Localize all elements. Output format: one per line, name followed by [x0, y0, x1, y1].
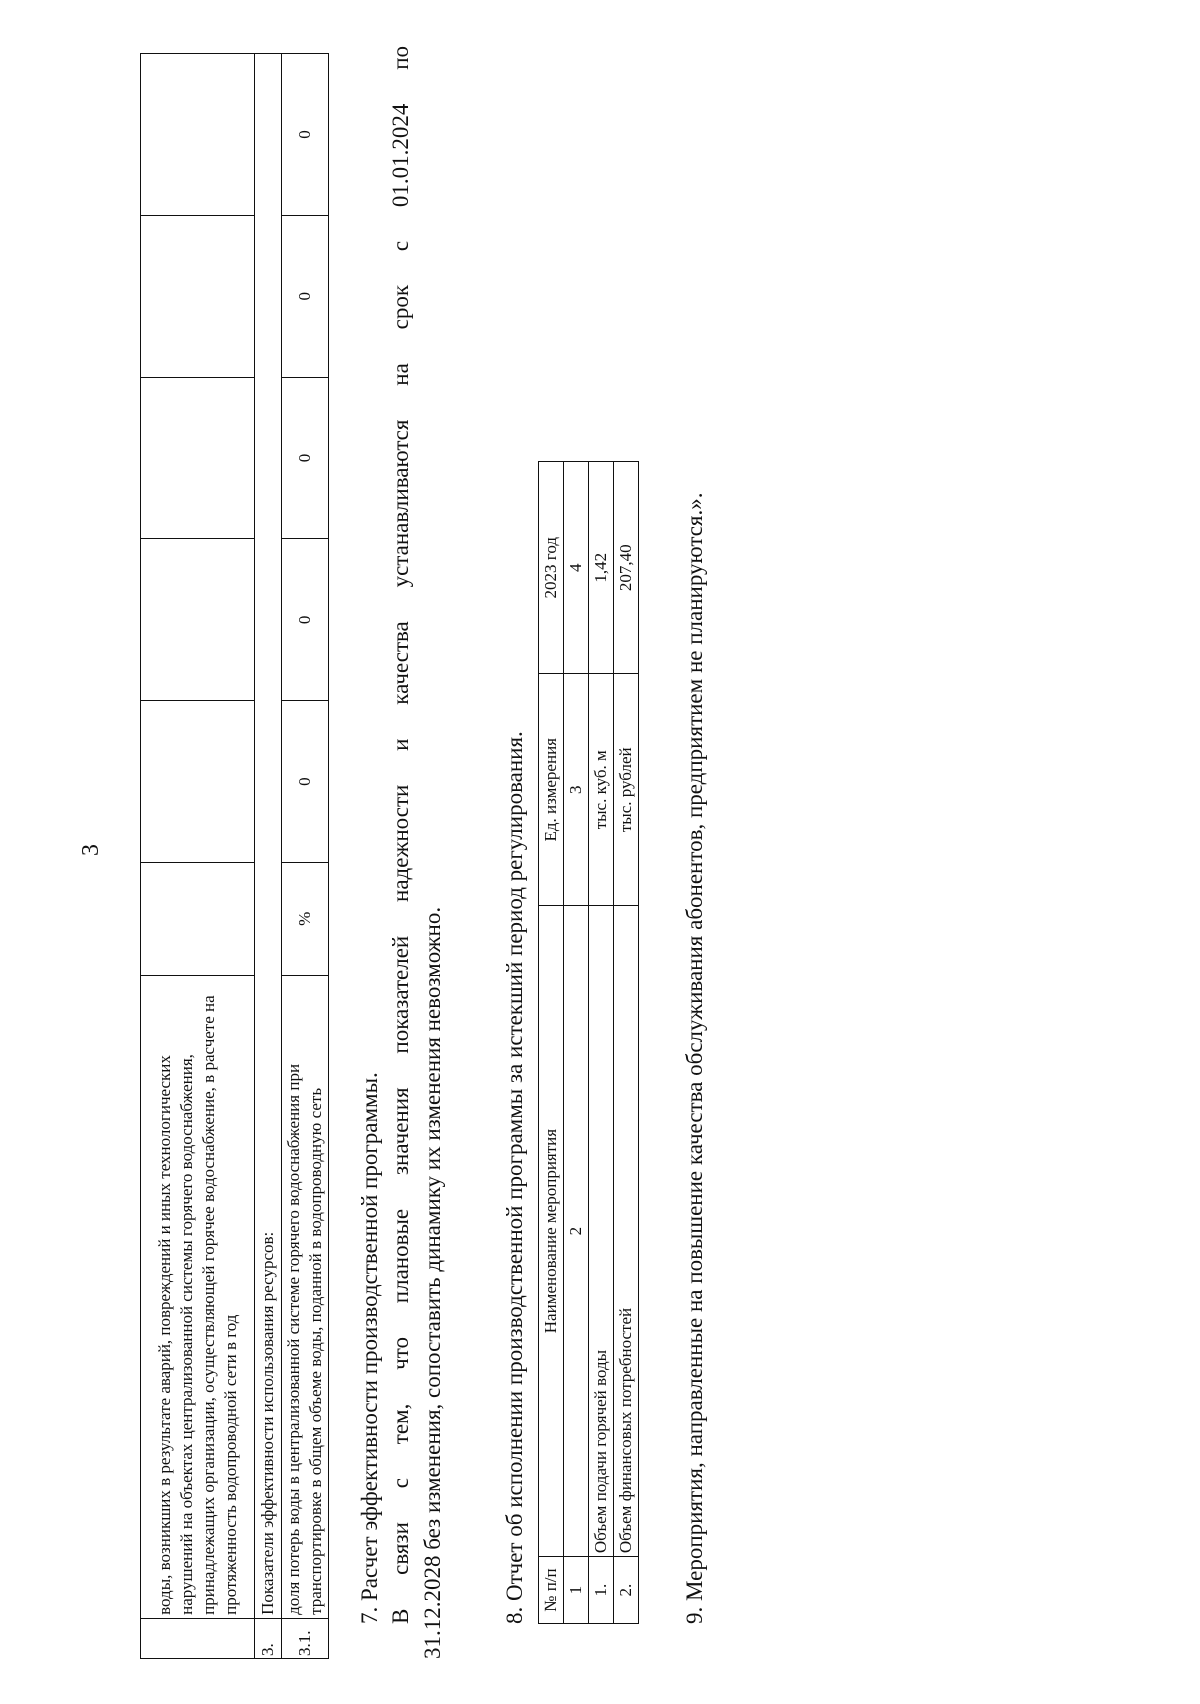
report-table [538, 461, 639, 1624]
unit-cell: % [282, 863, 329, 976]
value-cell: 0 [282, 701, 329, 863]
column-number: 3 [564, 674, 589, 905]
measure-name: Объем финансовых потребностей [614, 905, 639, 1556]
section7-paragraph-line2: 31.12.2028 без изменения, сопоставить динамику их изменения невозможно. [420, 906, 445, 1659]
value-cell: 207,40 [614, 462, 639, 675]
value-cell: 0 [282, 54, 329, 216]
section-heading-cell: Показатели эффективности использования ресурсов: [255, 54, 282, 1619]
column-header: 2023 год [539, 462, 564, 675]
value-cell: 0 [282, 377, 329, 539]
table-row [614, 462, 639, 1624]
measure-name: Объем подачи горячей воды [589, 905, 614, 1556]
row-number: 2. [614, 1557, 639, 1624]
section8-heading: 8. Отчет об исполнении производственной программы за истекший период регулирования. [502, 731, 527, 1624]
column-number-row [564, 462, 589, 1624]
section7-heading: 7. Расчет эффективности производственной программы. [357, 1072, 382, 1624]
row-number [141, 1618, 255, 1658]
value-cell: 0 [282, 215, 329, 377]
table-row [255, 54, 282, 1659]
row-number: 3.1. [282, 1618, 329, 1658]
column-header: Ед. измерения [539, 674, 564, 905]
indicator-name: воды, возникших в результате аварий, повреждений и иных технологических нарушений на объектах централизованной системы горячего водоснабжения, принадлежащих организации, осуществляющей горячее водоснабжение, в расчете на протяженность водопроводной сети в год [141, 975, 255, 1618]
unit-cell: тыс. рублей [614, 674, 639, 905]
column-header: № п/п [539, 1557, 564, 1624]
value-cell [141, 54, 255, 216]
table-row [141, 54, 255, 1659]
column-number: 2 [564, 905, 589, 1556]
column-number: 1 [564, 1557, 589, 1624]
unit-cell: тыс. куб. м [589, 674, 614, 905]
unit-cell [141, 863, 255, 976]
table-header-row [539, 462, 564, 1624]
column-number: 4 [564, 462, 589, 675]
row-number: 3. [255, 1618, 282, 1658]
row-number: 1. [589, 1557, 614, 1624]
indicator-name: доля потерь воды в централизованной системе горячего водоснабжения при транспортировке в общем объеме воды, поданной в водопроводную сеть [282, 975, 329, 1618]
value-cell: 1,42 [589, 462, 614, 675]
section7-paragraph-line1: В связи с тем, что плановые значения показателей надежности и качества устанавливаются на срок с 01.01.2024 по [388, 46, 413, 1624]
column-header: Наименование мероприятия [539, 905, 564, 1556]
page-number: 3 [78, 844, 104, 856]
section9-text: 9. Мероприятия, направленные на повышение качества обслуживания абонентов, предприятием не планируются.». [682, 492, 707, 1624]
table-row [282, 54, 329, 1659]
value-cell [141, 215, 255, 377]
table-row [589, 462, 614, 1624]
indicators-table [140, 53, 329, 1659]
value-cell [141, 377, 255, 539]
value-cell: 0 [282, 539, 329, 701]
value-cell [141, 701, 255, 863]
value-cell [141, 539, 255, 701]
